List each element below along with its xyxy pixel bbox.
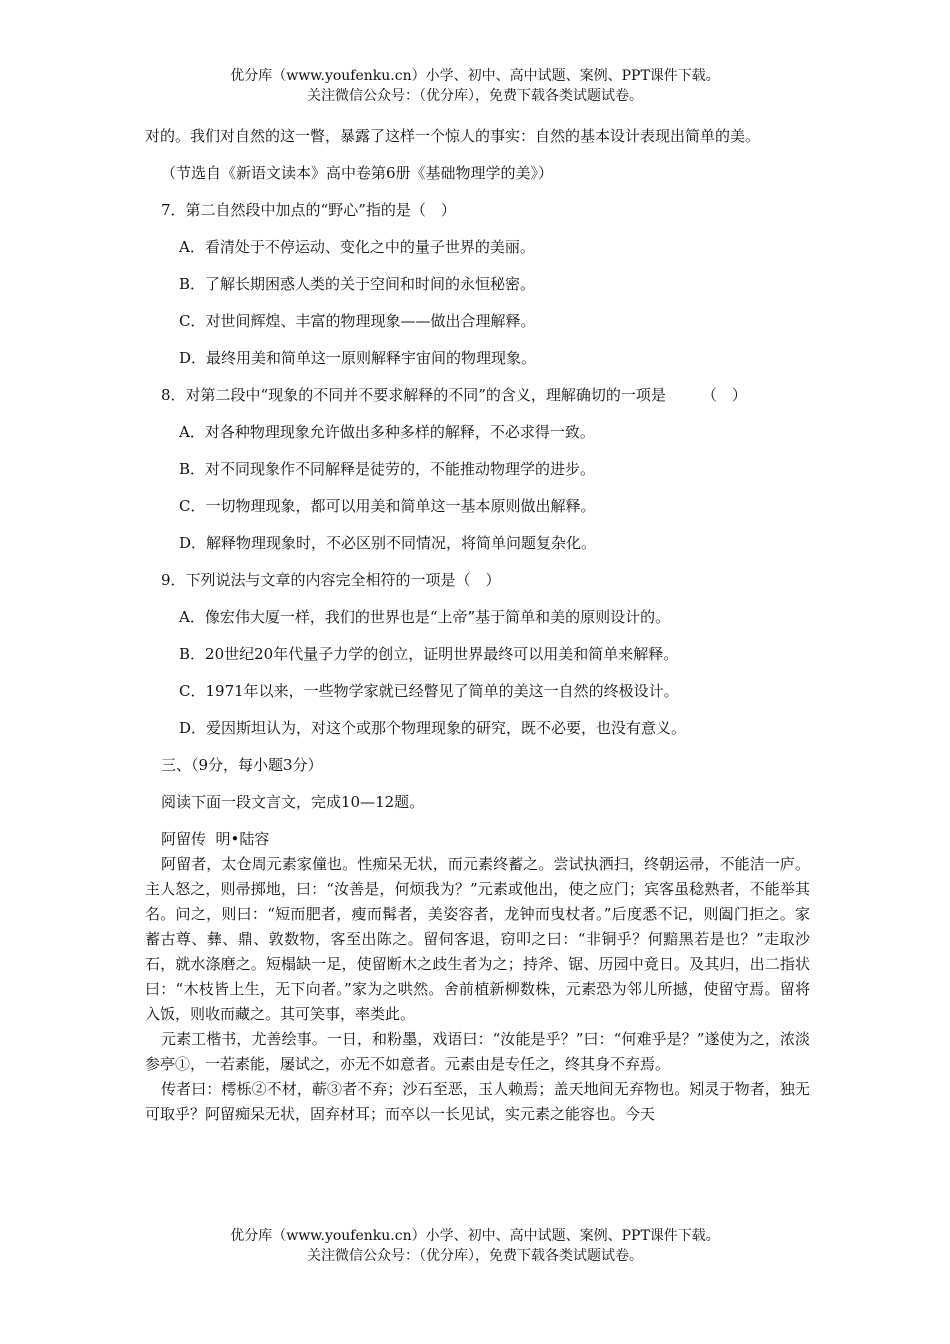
option-a: A．看清处于不停运动、变化之中的量子世界的美丽。 bbox=[179, 238, 535, 256]
question-stem-row bbox=[145, 383, 810, 408]
option-d: D．爱因斯坦认为，对这个或那个物理现象的研究，既不必要，也没有意义。 bbox=[179, 719, 687, 737]
question-9 bbox=[145, 568, 810, 741]
passage-title: 阿留传 明•陆容 bbox=[161, 830, 270, 848]
question-stem: 7．第二自然段中加点的“野心”指的是（ ） bbox=[161, 201, 456, 219]
option-b: B．对不同现象作不同解释是徒劳的，不能推动物理学的进步。 bbox=[179, 460, 596, 478]
section-instruction: 阅读下面一段文言文，完成10—12题。 bbox=[161, 793, 425, 811]
header-line-2: 关注微信公众号：（优分库），免费下载各类试题试卷。 bbox=[307, 88, 643, 104]
option-c: C．一切物理现象，都可以用美和简单这一基本原则做出解释。 bbox=[179, 497, 596, 515]
passage-paragraph-3: 传者曰：樗栎②不材，蕲③者不弃；沙石至恶，玉人赖焉；盖天地间无弃物也。矧灵于物者，独无可取乎？阿留痴呆无状，固弃材耳；而卒以一长见试，实元素之能容也。今天 bbox=[145, 1080, 810, 1123]
option-b: B．了解长期困惑人类的关于空间和时间的永恒秘密。 bbox=[179, 275, 536, 293]
option-d: D．最终用美和简单这一原则解释宇宙间的物理现象。 bbox=[179, 349, 537, 367]
option-c: C．对世间辉煌、丰富的物理现象——做出合理解释。 bbox=[179, 312, 536, 330]
section-3 bbox=[145, 753, 810, 1127]
page-header bbox=[0, 66, 950, 106]
option-b: B．20世纪20年代量子力学的创立，证明世界最终可以用美和简单来解释。 bbox=[179, 645, 679, 663]
option-a: A．像宏伟大厦一样，我们的世界也是“上帝”基于简单和美的原则设计的。 bbox=[179, 608, 671, 626]
option-a: A．对各种物理现象允许做出多种多样的解释，不必求得一致。 bbox=[179, 423, 595, 441]
question-7 bbox=[145, 198, 810, 371]
question-8 bbox=[145, 383, 810, 556]
question-stem: 9．下列说法与文章的内容完全相符的一项是（ ） bbox=[161, 571, 501, 589]
passage-paragraph-1: 阿留者，太仓周元素家僮也。性痴呆无状，而元素终蓄之。尝试执洒扫，终朝运帚，不能洁一庐。主人怒之，则帚掷地，曰：“汝善是，何烦我为？”元素或他出，使之应门；宾客虽稔熟者，不能举其名。问之，则曰：“短而肥者，瘦而髯者，美姿容者，龙钟而曳杖者。”后度悉不记，则阖门拒之。家蓄古尊、彝、鼎、敦数物，客至出陈之。留伺客退，窃叩之曰：“非铜乎？何黯黑若是也？”走取沙石，就水涤磨之。短榻缺一足，使留断木之歧生者为之；持斧、锯、历园中竟日。及其归，出二指状曰：“木枝皆上生，无下向者。”家为之哄然。舍前植新柳数株，元素恐为邻儿所撼，使留守焉。留将入饭，则收而藏之。其可笑事，率类此。 bbox=[145, 855, 810, 1023]
page-footer bbox=[0, 1226, 950, 1266]
passage-paragraph-2: 元素工楷书，尤善绘事。一日，和粉墨，戏语曰：“汝能是乎？”曰：“何难乎是？”遂使为之，浓淡参亭①，一若素能，屡试之，亦无不如意者。元素由是专任之，终其身不弃焉。 bbox=[145, 1030, 810, 1073]
document-body bbox=[145, 124, 810, 1127]
footer-line-1: 优分库（www.youfenku.cn）小学、初中、高中试题、案例、PPT课件下载。 bbox=[230, 1228, 720, 1244]
option-d: D．解释物理现象时，不必区别不同情况，将简单问题复杂化。 bbox=[179, 534, 597, 552]
source-citation: （节选自《新语文读本》高中卷第6册《基础物理学的美》） bbox=[161, 164, 554, 182]
intro-text: 对的。我们对自然的这一瞥，暴露了这样一个惊人的事实：自然的基本设计表现出简单的美。 bbox=[145, 127, 761, 145]
option-c: C．1971年以来，一些物学家就已经瞥见了简单的美这一自然的终极设计。 bbox=[179, 682, 679, 700]
section-heading: 三、（9分，每小题3分） bbox=[161, 756, 323, 774]
question-stem: 8．对第二段中“现象的不同并不要求解释的不同”的含义，理解确切的一项是 bbox=[161, 386, 666, 404]
answer-bracket: （ ） bbox=[701, 386, 747, 404]
footer-line-2: 关注微信公众号：（优分库），免费下载各类试题试卷。 bbox=[307, 1248, 643, 1264]
header-line-1: 优分库（www.youfenku.cn）小学、初中、高中试题、案例、PPT课件下载。 bbox=[230, 68, 720, 84]
